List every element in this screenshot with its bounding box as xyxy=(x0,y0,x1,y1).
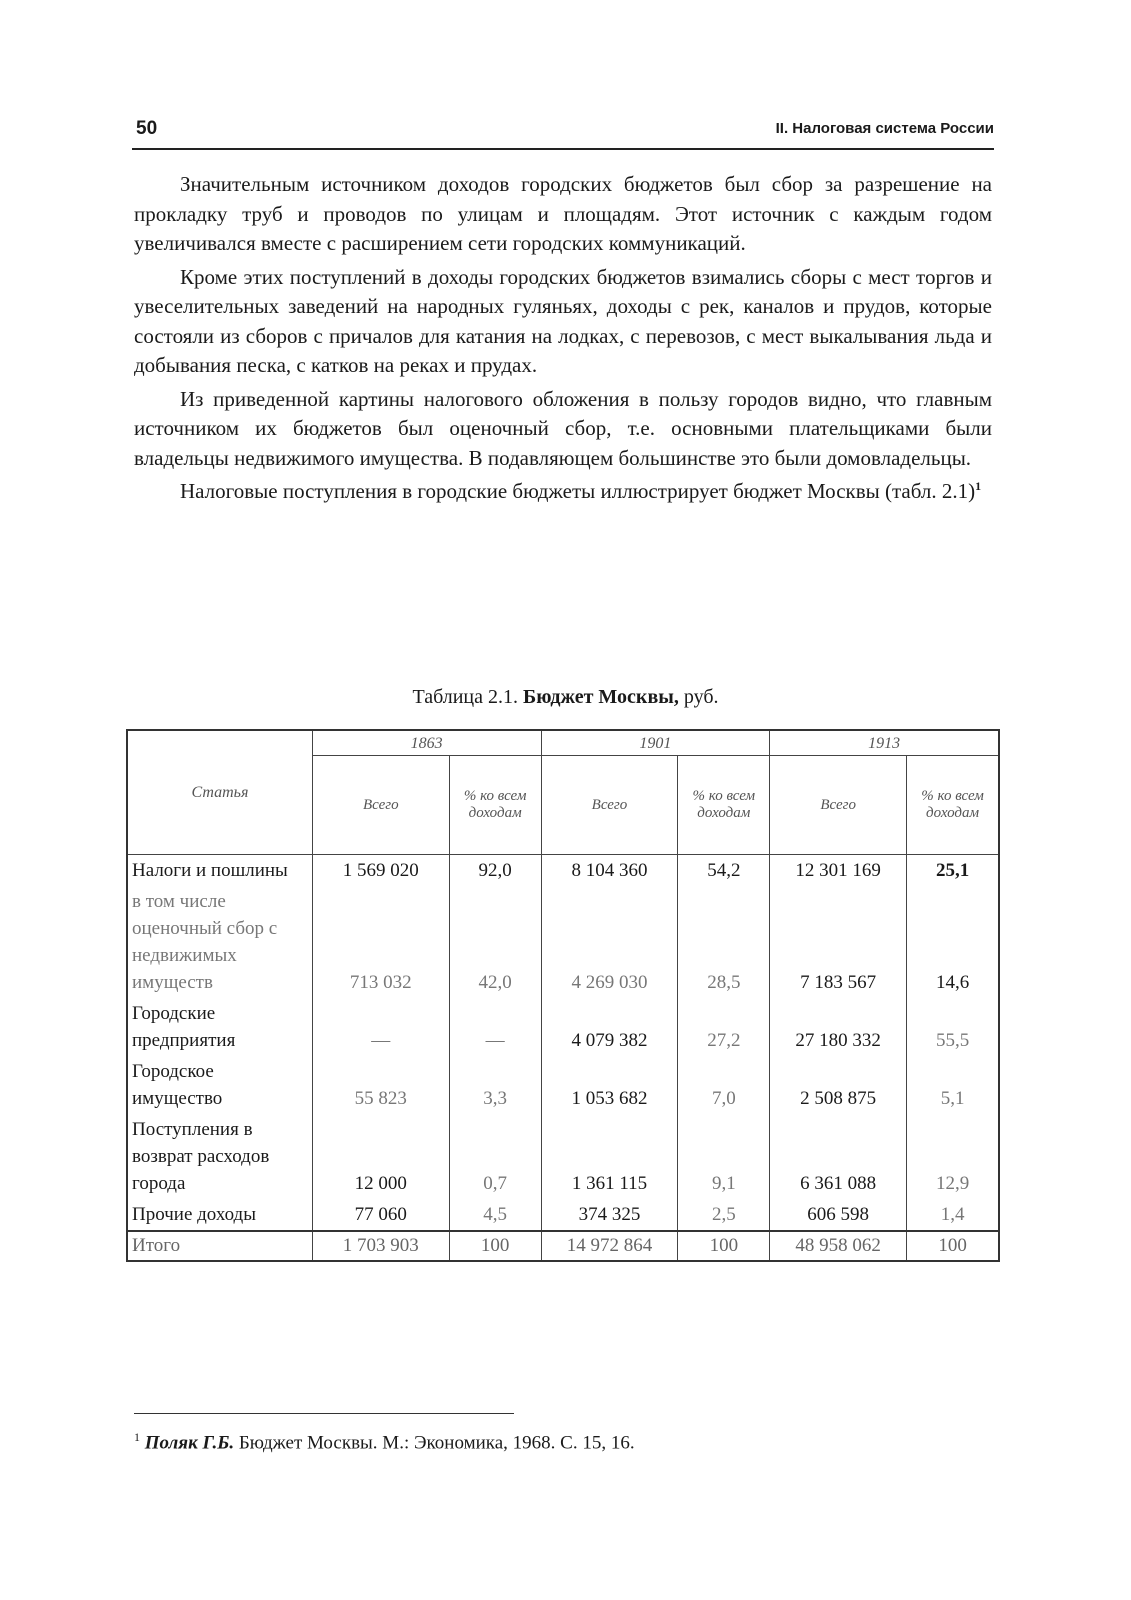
row-article: в том числе оценочный сбор с недвижимых имуществ xyxy=(127,886,312,998)
cell-value: 12 301 169 xyxy=(770,855,907,887)
cell-value: 4 269 030 xyxy=(541,886,678,998)
table-row xyxy=(127,1056,999,1114)
total-column-header: Всего xyxy=(312,756,449,855)
cell-percent: — xyxy=(449,998,541,1056)
footnote-marker: 1 xyxy=(975,479,982,493)
caption-unit: руб. xyxy=(683,686,719,708)
cell-value: 8 104 360 xyxy=(541,855,678,887)
cell-percent: 4,5 xyxy=(449,1199,541,1231)
paragraph-with-footnote xyxy=(134,477,992,507)
cell-percent: 54,2 xyxy=(678,855,770,887)
cell-value: 1 361 115 xyxy=(541,1114,678,1199)
row-article: Прочие доходы xyxy=(127,1199,312,1231)
cell-value: 55 823 xyxy=(312,1056,449,1114)
cell-percent: 9,1 xyxy=(678,1114,770,1199)
cell-value: 1 053 682 xyxy=(541,1056,678,1114)
cell-percent: 7,0 xyxy=(678,1056,770,1114)
cell-value: — xyxy=(312,998,449,1056)
cell-percent: 28,5 xyxy=(678,886,770,998)
table-header xyxy=(127,730,999,855)
cell-percent: 1,4 xyxy=(907,1199,999,1231)
body-text xyxy=(134,170,992,511)
cell-value: 14 972 864 xyxy=(541,1231,678,1261)
table-body xyxy=(127,855,999,1262)
cell-percent: 42,0 xyxy=(449,886,541,998)
paragraph: Кроме этих поступлений в доходы городских бюджетов взимались сборы с мест торгов и увеселительных заведений на народных гуляньях, доходы с рек, каналов и прудов, которые состояли из сборов с причалов для катания на лодках, с перевозов, с мест выкалывания льда и добывания песка, с катков на реках и прудах. xyxy=(134,264,992,377)
row-article: Налоги и пошлины xyxy=(127,855,312,887)
row-article: Поступления в возврат расходов города xyxy=(127,1114,312,1199)
cell-value: 12 000 xyxy=(312,1114,449,1199)
row-article: Городские предприятия xyxy=(127,998,312,1056)
budget-table xyxy=(126,729,1000,1262)
cell-value: 1 703 903 xyxy=(312,1231,449,1261)
cell-value: 713 032 xyxy=(312,886,449,998)
row-article: Итого xyxy=(127,1231,312,1261)
row-article: Городское имущество xyxy=(127,1056,312,1114)
caption-title: Бюджет Москвы, xyxy=(523,686,679,708)
year-header: 1863 xyxy=(312,730,541,756)
page-number: 50 xyxy=(136,118,158,139)
total-column-header: Всего xyxy=(770,756,907,855)
paragraph: Значительным источником доходов городских бюджетов был сбор за разрешение на прокладку труб и проводов по улицам и площадям. Этот источник с каждым годом увеличивался вместе с расширением сети городских коммуникаций. xyxy=(134,172,992,255)
cell-value: 4 079 382 xyxy=(541,998,678,1056)
paragraph: Из приведенной картины налогового обложения в пользу городов видно, что главным источником их бюджетов был оценочный сбор, т.е. основными плательщиками были владельцы недвижимого имущества. В подавляющем большинстве это были домовладельцы. xyxy=(134,386,992,470)
total-row xyxy=(127,1231,999,1261)
year-header: 1901 xyxy=(541,730,770,756)
cell-percent: 12,9 xyxy=(907,1114,999,1199)
cell-value: 6 361 088 xyxy=(770,1114,907,1199)
cell-percent: 27,2 xyxy=(678,998,770,1056)
cell-percent: 100 xyxy=(449,1231,541,1261)
cell-value: 2 508 875 xyxy=(770,1056,907,1114)
year-header-row xyxy=(127,730,999,756)
running-header xyxy=(132,112,994,150)
footnote-divider xyxy=(134,1413,514,1414)
year-header: 1913 xyxy=(770,730,999,756)
percent-column-header: % ко всем доходам xyxy=(907,756,999,855)
percent-column-header: % ко всем доходам xyxy=(449,756,541,855)
table-row xyxy=(127,855,999,887)
cell-percent: 100 xyxy=(678,1231,770,1261)
cell-percent: 55,5 xyxy=(907,998,999,1056)
table-row xyxy=(127,886,999,998)
total-column-header: Всего xyxy=(541,756,678,855)
cell-value: 27 180 332 xyxy=(770,998,907,1056)
cell-value: 7 183 567 xyxy=(770,886,907,998)
table-row xyxy=(127,1199,999,1231)
cell-percent: 0,7 xyxy=(449,1114,541,1199)
chapter-title: II. Налоговая система России xyxy=(775,120,994,137)
table-row xyxy=(127,998,999,1056)
cell-value: 374 325 xyxy=(541,1199,678,1231)
footnote-text: Бюджет Москвы. М.: Экономика, 1968. С. 15, 16. xyxy=(238,1432,635,1454)
footnote xyxy=(134,1430,994,1454)
footnote-author: Поляк Г.Б. xyxy=(144,1432,235,1454)
article-column-header: Статья xyxy=(127,730,312,855)
cell-percent: 92,0 xyxy=(449,855,541,887)
caption-prefix: Таблица 2.1. xyxy=(412,686,519,708)
table-row xyxy=(127,1114,999,1199)
percent-column-header: % ко всем доходам xyxy=(678,756,770,855)
footnote-number: 1 xyxy=(134,1430,140,1444)
cell-value: 1 569 020 xyxy=(312,855,449,887)
cell-value: 606 598 xyxy=(770,1199,907,1231)
cell-percent: 100 xyxy=(907,1231,999,1261)
cell-percent: 2,5 xyxy=(678,1199,770,1231)
cell-value: 48 958 062 xyxy=(770,1231,907,1261)
cell-value: 77 060 xyxy=(312,1199,449,1231)
table-caption xyxy=(0,686,1131,709)
cell-percent: 5,1 xyxy=(907,1056,999,1114)
cell-percent: 3,3 xyxy=(449,1056,541,1114)
cell-percent: 14,6 xyxy=(907,886,999,998)
cell-percent: 25,1 xyxy=(907,855,999,887)
paragraph-text: Налоговые поступления в городские бюджеты иллюстрирует бюджет Москвы (табл. 2.1) xyxy=(180,479,976,503)
